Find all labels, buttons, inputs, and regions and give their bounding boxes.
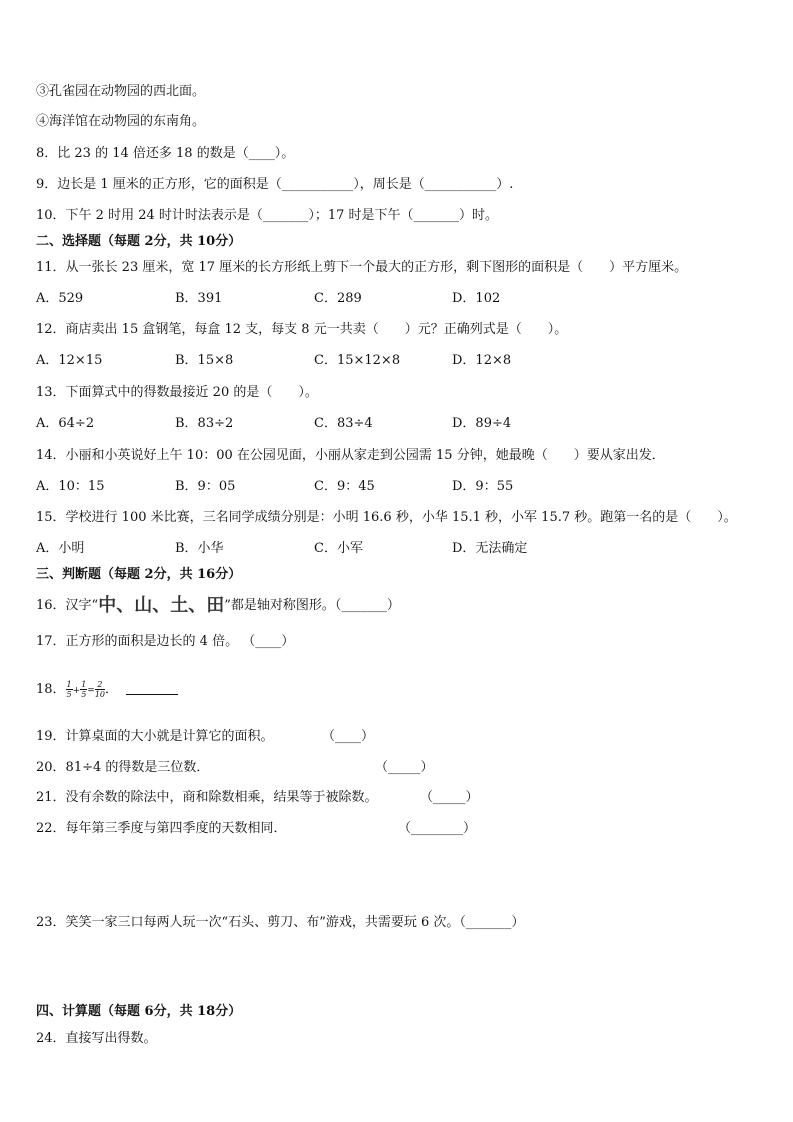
option-b: B．小华 bbox=[175, 541, 224, 556]
fraction: $\frac{2}{10}$ bbox=[94, 680, 106, 699]
question-23: 23．笑笑一家三口每两人玩一次“石头、剪刀、布”游戏，共需要玩 6 次。（_______） bbox=[36, 915, 525, 930]
line-aquarium: ④海洋馆在动物园的东南角。 bbox=[36, 114, 206, 129]
option-d: D．12×8 bbox=[452, 353, 512, 368]
question-8: 8．比 23 的 14 倍还多 18 的数是（____）。 bbox=[36, 146, 295, 161]
option-a: A．小明 bbox=[36, 541, 85, 556]
option-c: C．289 bbox=[314, 291, 362, 306]
separator: 、 bbox=[152, 595, 171, 616]
fraction: $\frac{1}{5}$ bbox=[66, 680, 72, 699]
option-b: B．83÷2 bbox=[175, 416, 234, 431]
option-b: B．391 bbox=[175, 291, 223, 306]
question-14: 14．小丽和小英说好上午 10：00 在公园见面，小丽从家走到公园需 15 分钟，她最晚（ ）要从家出发． bbox=[36, 448, 665, 463]
option-d: D．102 bbox=[452, 291, 501, 306]
option-c: C．15×12×8 bbox=[314, 353, 401, 368]
question-22: 22．每年第三季度与第四季度的天数相同． bbox=[36, 821, 287, 836]
option-d: D．无法确定 bbox=[452, 541, 528, 556]
question-19-blank: （____） bbox=[322, 729, 375, 744]
section-choice-title: 二、选择题（每题 2分，共 10分） bbox=[36, 234, 242, 249]
option-b: B．15×8 bbox=[175, 353, 234, 368]
question-20: 20．81÷4 的得数是三位数． bbox=[36, 760, 210, 775]
question-22-blank: （________） bbox=[398, 821, 477, 836]
question-17: 17．正方形的面积是边长的 4 倍。 （____） bbox=[36, 634, 295, 649]
char-zhong: 中 bbox=[98, 595, 117, 616]
question-15: 15．学校进行 100 米比赛，三名同学成绩分别是：小明 16.6 秒，小华 15.1 秒，小军 15.7 秒。跑第一名的是（ ）。 bbox=[36, 510, 737, 525]
char-shan: 山 bbox=[134, 595, 153, 616]
option-d: D．9：55 bbox=[452, 479, 514, 494]
q18-number: 18． bbox=[36, 682, 66, 697]
line-peacock-garden: ③孔雀园在动物园的西北面。 bbox=[36, 84, 206, 99]
question-19: 19．计算桌面的大小就是计算它的面积。 bbox=[36, 729, 274, 744]
section-calc-title: 四、计算题（每题 6分，共 18分） bbox=[36, 1004, 242, 1019]
plus-sign: + bbox=[72, 686, 81, 696]
question-12: 12．商店卖出 15 盒钢笔，每盒 12 支，每支 8 元一共卖（ ）元？正确列式是（ ）。 bbox=[36, 322, 568, 337]
question-9: 9．边长是 1 厘米的正方形，它的面积是（___________），周长是（___________）. bbox=[36, 177, 514, 192]
question-21-blank: （_____） bbox=[420, 790, 479, 805]
question-13: 13．下面算式中的得数最接近 20 的是（ ）。 bbox=[36, 385, 318, 400]
question-21: 21．没有余数的除法中，商和除数相乘，结果等于被除数。 bbox=[36, 790, 378, 805]
option-a: A．64÷2 bbox=[36, 416, 95, 431]
q18-end: ． bbox=[105, 682, 119, 697]
separator: 、 bbox=[116, 595, 135, 616]
option-a: A．10：15 bbox=[36, 479, 105, 494]
option-a: A．529 bbox=[36, 291, 84, 306]
option-c: C．小军 bbox=[314, 541, 363, 556]
fraction: $\frac{1}{5}$ bbox=[81, 680, 87, 699]
q16-prefix: 16．汉字“ bbox=[36, 598, 99, 613]
section-judge-title: 三、判断题（每题 2分，共 16分） bbox=[36, 567, 242, 582]
option-b: B．9：05 bbox=[175, 479, 236, 494]
question-18 bbox=[36, 680, 178, 699]
equals-sign: = bbox=[87, 686, 95, 696]
answer-blank[interactable] bbox=[126, 682, 178, 695]
option-d: D．89÷4 bbox=[452, 416, 512, 431]
char-tian: 田 bbox=[206, 595, 225, 616]
question-11: 11．从一张长 23 厘米，宽 17 厘米的长方形纸上剪下一个最大的正方形，剩下图形的面积是（ ）平方厘米。 bbox=[36, 260, 688, 275]
question-10: 10．下午 2 时用 24 时计时法表示是（_______）；17 时是下午（_______）时。 bbox=[36, 208, 499, 223]
option-a: A．12×15 bbox=[36, 353, 103, 368]
separator: 、 bbox=[188, 595, 207, 616]
question-20-blank: （_____） bbox=[375, 760, 434, 775]
char-tu: 土 bbox=[170, 595, 189, 616]
option-c: C．9：45 bbox=[314, 479, 375, 494]
question-24: 24．直接写出得数。 bbox=[36, 1031, 157, 1046]
option-c: C．83÷4 bbox=[314, 416, 373, 431]
question-16 bbox=[36, 595, 400, 616]
q16-suffix: ”都是轴对称图形。（_______） bbox=[224, 598, 400, 613]
